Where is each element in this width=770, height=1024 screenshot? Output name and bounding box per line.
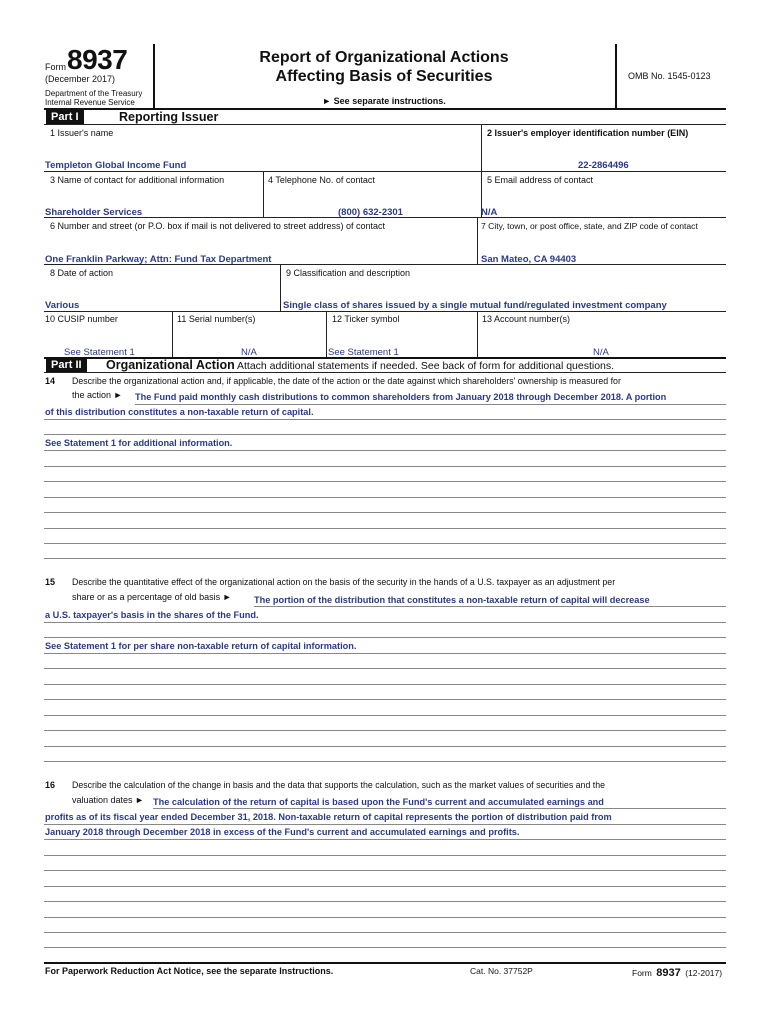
divider-r12: [481, 124, 482, 171]
part2-top-rule: [44, 372, 726, 373]
q16-rule: [44, 839, 726, 840]
city-label: 7 City, town, or post office, state, and ZIP code of contact: [481, 221, 698, 231]
q15-answer-line3[interactable]: See Statement 1 for per share non-taxable return of capital information.: [45, 641, 357, 651]
q16-answer-line3[interactable]: January 2018 through December 2018 in excess of the Fund's current and accumulated earnings and profits.: [45, 827, 520, 837]
q15-rule: [44, 715, 726, 716]
serial-value[interactable]: N/A: [241, 347, 257, 358]
street-label: 6 Number and street (or P.O. box if mail is not delivered to street address) of contact: [50, 221, 385, 231]
q16-rule: [44, 917, 726, 918]
ticker-label: 12 Ticker symbol: [332, 314, 400, 324]
footer-form-word: Form: [632, 968, 652, 978]
q14-text1: Describe the organizational action and, if applicable, the date of the action or the date against which shareholders' ownership is measured for: [72, 376, 621, 386]
account-value[interactable]: N/A: [593, 347, 609, 358]
part1-top-rule: [44, 124, 726, 125]
date-of-action-label: 8 Date of action: [50, 268, 114, 278]
omb-number: OMB No. 1545-0123: [628, 71, 711, 81]
q14-rule: [44, 466, 726, 467]
date-of-action-value[interactable]: Various: [45, 300, 80, 311]
q14-rule: [135, 404, 726, 405]
q15-answer-line1[interactable]: The portion of the distribution that constitutes a non-taxable return of capital will decrease: [254, 595, 650, 605]
contact-name-label: 3 Name of contact for additional information: [50, 175, 225, 185]
q14-number: 14: [45, 376, 56, 386]
footer-rule: [44, 962, 726, 964]
cusip-label: 10 CUSIP number: [45, 314, 118, 324]
q14-rule: [44, 543, 726, 544]
q16-rule: [44, 947, 726, 948]
cat-number: Cat. No. 37752P: [470, 966, 533, 976]
ein-label: 2 Issuer's employer identification number (EIN): [487, 128, 689, 138]
account-label: 13 Account number(s): [482, 314, 571, 324]
q16-rule: [153, 808, 726, 809]
title-line1: Report of Organizational Actions: [259, 49, 509, 66]
q14-rule: [44, 512, 726, 513]
cusip-value[interactable]: See Statement 1: [64, 347, 135, 358]
part2-subtitle: Attach additional statements if needed. See back of form for additional questions.: [237, 360, 615, 372]
q14-rule: [44, 497, 726, 498]
q14-rule: [44, 419, 726, 420]
form-number: 8937: [67, 44, 128, 75]
rule-r3: [44, 217, 726, 218]
classification-value[interactable]: Single class of shares issued by a single mutual fund/regulated investment company: [283, 300, 667, 311]
q14-text2: the action ►: [72, 390, 123, 400]
form-title: [154, 48, 614, 86]
email-label: 5 Email address of contact: [487, 175, 594, 185]
city-value[interactable]: San Mateo, CA 94403: [481, 254, 577, 265]
dept-line2: Internal Revenue Service: [45, 98, 135, 107]
issuer-name-value[interactable]: Templeton Global Income Fund: [45, 160, 187, 171]
ticker-value[interactable]: See Statement 1: [328, 347, 399, 358]
divider-r10-a: [172, 311, 173, 358]
street-value[interactable]: One Franklin Parkway; Attn: Fund Tax Department: [45, 254, 272, 265]
issuer-name-label: 1 Issuer's name: [50, 128, 114, 138]
q16-text1: Describe the calculation of the change in basis and the data that supports the calculation, such as the market values of securities and the: [72, 780, 606, 790]
dept-line1: Department of the Treasury: [45, 89, 143, 98]
divider-r8: [280, 264, 281, 311]
divider-r6: [477, 217, 478, 264]
q14-answer-line2[interactable]: of this distribution constitutes a non-taxable return of capital.: [45, 407, 314, 417]
divider-r3-a: [263, 171, 264, 217]
q16-rule: [44, 886, 726, 887]
q16-rule: [44, 901, 726, 902]
form-revision: (December 2017): [45, 74, 116, 84]
q15-rule: [44, 761, 726, 762]
q15-rule: [254, 606, 726, 607]
footer-form-number: 8937: [656, 967, 681, 979]
q14-rule: [44, 558, 726, 559]
q16-number: 16: [45, 780, 56, 790]
classification-label: 9 Classification and description: [286, 268, 411, 278]
rule-r8: [44, 311, 726, 312]
telephone-label: 4 Telephone No. of contact: [268, 175, 375, 185]
q15-rule: [44, 730, 726, 731]
rule-r6: [44, 264, 726, 265]
q15-number: 15: [45, 577, 56, 587]
q14-answer-line3[interactable]: See Statement 1 for additional information.: [45, 438, 233, 448]
rule-r12: [44, 171, 726, 172]
ein-value[interactable]: 22-2864496: [578, 160, 629, 171]
q15-rule: [44, 699, 726, 700]
q16-rule: [44, 870, 726, 871]
form-header: [0, 0, 770, 110]
title-line2: Affecting Basis of Securities: [275, 68, 493, 85]
q15-rule: [44, 746, 726, 747]
part2-label: Part II: [46, 358, 87, 373]
q16-text2: valuation dates ►: [72, 795, 144, 805]
q16-rule: [44, 855, 726, 856]
q14-rule: [44, 450, 726, 451]
q14-rule: [44, 528, 726, 529]
q15-text2: share or as a percentage of old basis ►: [72, 592, 232, 602]
contact-name-value[interactable]: Shareholder Services: [45, 207, 143, 218]
q14-answer-line1[interactable]: The Fund paid monthly cash distributions to common shareholders from January 2018 through December 2018. A portion: [135, 392, 667, 402]
paperwork-notice: For Paperwork Reduction Act Notice, see the separate Instructions.: [45, 966, 334, 976]
form-word: Form: [45, 62, 66, 72]
email-value[interactable]: N/A: [481, 207, 498, 218]
q14-rule: [44, 481, 726, 482]
q16-rule: [44, 824, 726, 825]
divider-r10-c: [477, 311, 478, 358]
footer-form-rev: (12-2017): [685, 968, 723, 978]
q14-rule: [44, 434, 726, 435]
q15-rule: [44, 668, 726, 669]
telephone-value[interactable]: (800) 632-2301: [338, 207, 403, 218]
q15-rule: [44, 653, 726, 654]
q15-text1: Describe the quantitative effect of the organizational action on the basis of the security in the hands of a U.S. taxpayer as an adjustment per: [72, 577, 616, 587]
header-divider-right: [615, 44, 617, 108]
part1-label: Part I: [46, 110, 84, 125]
part1-title: Reporting Issuer: [119, 110, 219, 124]
serial-label: 11 Serial number(s): [177, 314, 256, 324]
q16-answer-line1[interactable]: The calculation of the return of capital is based upon the Fund's current and accumulated earnings and: [153, 797, 604, 807]
q15-rule: [44, 622, 726, 623]
part2-title: Organizational Action: [106, 358, 235, 372]
see-instructions: ► See separate instructions.: [322, 96, 446, 106]
divider-r10-b: [326, 311, 327, 358]
q16-rule: [44, 932, 726, 933]
footer-form-id: [632, 963, 722, 981]
q15-rule: [44, 637, 726, 638]
q16-answer-line2[interactable]: profits as of its fiscal year ended December 31, 2018. Non-taxable return of capital represents the portion of distribution paid from: [45, 812, 612, 822]
q15-rule: [44, 684, 726, 685]
q15-answer-line2[interactable]: a U.S. taxpayer's basis in the shares of the Fund.: [45, 610, 259, 620]
